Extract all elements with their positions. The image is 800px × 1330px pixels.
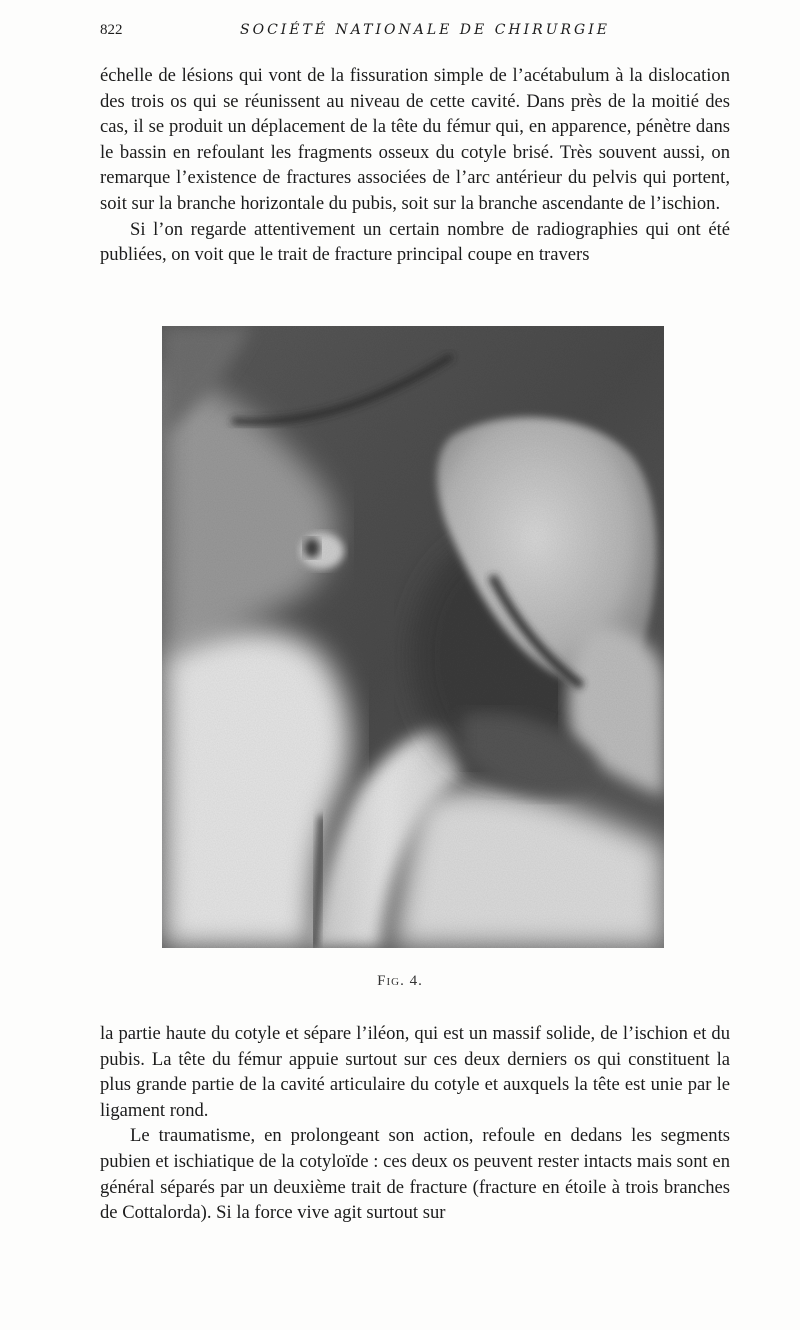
radiograph-hip-image <box>162 326 664 948</box>
paragraph: Le traumatisme, en prolongeant son action, refoule en dedans les segments pubien et ischiatique de la cotyloïde : ces deux os peuvent rester intacts mais sont en général séparés par un deuxième trait de fracture (fracture en étoile à trois branches de Cottalorda). Si la force vive agit surtout sur <box>100 1125 730 1224</box>
paragraph: échelle de lésions qui vont de la fissuration simple de l’acétabulum à la dislocation des trois os qui se réunissent au niveau de cette cavité. Dans près de la moitié des cas, il se produit un déplacement de la tête du fémur qui, en apparence, pénètre dans le bassin en refoulant les fragments osseux du cotyle brisé. Très souvent aussi, on remarque l’existence de fractures associées de l’arc antérieur du pelvis qui portent, soit sur la branche horizontale du pubis, soit sur la branche ascendante de l’ischion. <box>100 65 730 214</box>
radiograph-figure <box>162 326 664 948</box>
paragraph: la partie haute du cotyle et sépare l’iléon, qui est un massif solide, de l’ischion et du pubis. La tête du fémur appuie surtout sur ces deux derniers os qui constituent la plus grande partie de la cavité articulaire du cotyle et auxquels la tête est unie par le ligament rond. <box>100 1023 730 1121</box>
journal-title: SOCIÉTÉ NATIONALE DE CHIRURGIE <box>240 22 610 38</box>
body-text-top <box>100 63 730 268</box>
page-number: 822 <box>100 22 123 38</box>
body-text-bottom <box>100 1021 730 1226</box>
running-head <box>100 20 728 44</box>
figure-caption: Fig. 4. <box>377 973 423 989</box>
paragraph: Si l’on regarde attentivement un certain nombre de radiographies qui ont été publiées, on voit que le trait de fracture principal coupe en travers <box>100 218 730 266</box>
